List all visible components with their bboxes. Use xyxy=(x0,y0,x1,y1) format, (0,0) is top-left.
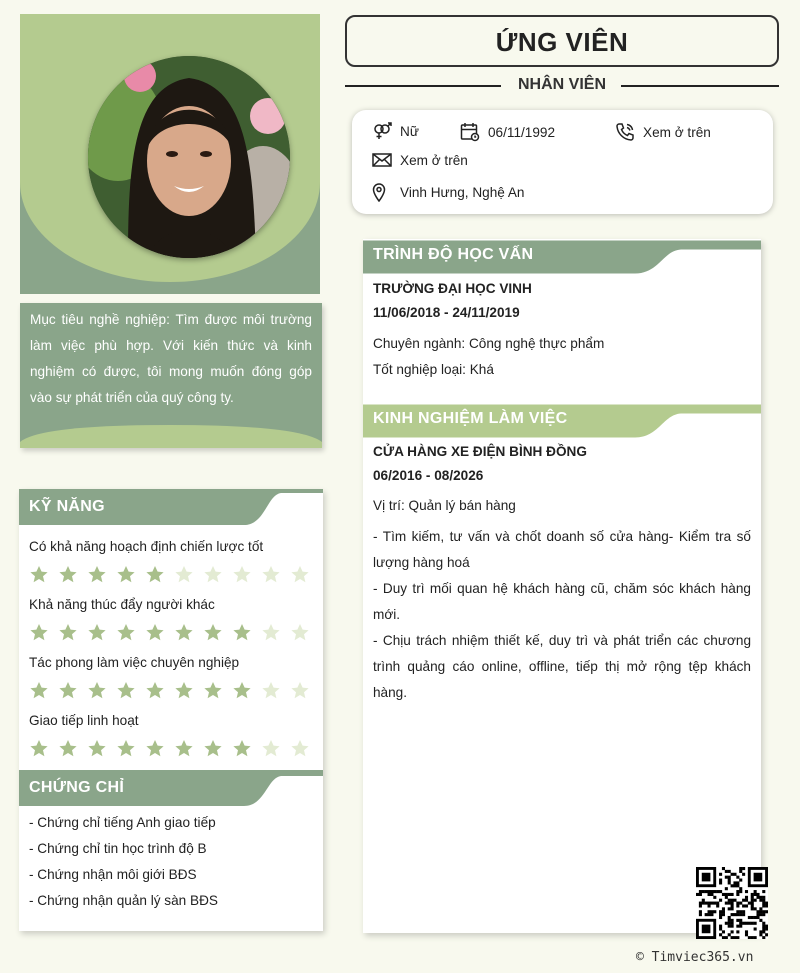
star-icon xyxy=(29,681,49,699)
certificate-item: - Chứng nhận môi giới BĐS xyxy=(29,867,197,882)
star-icon xyxy=(29,739,49,757)
certificates-header xyxy=(19,770,323,806)
star-icon xyxy=(58,623,78,641)
qr-code xyxy=(696,867,768,939)
email-icon xyxy=(372,152,392,168)
star-icon xyxy=(232,565,252,583)
contact-card xyxy=(352,110,773,214)
job-title: NHÂN VIÊN xyxy=(517,76,606,93)
star-icon xyxy=(116,623,136,641)
star-icon xyxy=(116,739,136,757)
star-icon xyxy=(174,565,194,583)
certificate-item: - Chứng nhận quản lý sàn BĐS xyxy=(29,893,218,908)
skill-name: Tác phong làm việc chuyên nghiệp xyxy=(29,655,240,670)
star-icon xyxy=(116,681,136,699)
contact-email xyxy=(372,152,468,168)
star-icon xyxy=(145,565,165,583)
gender-value: Nữ xyxy=(400,123,419,139)
star-icon xyxy=(87,565,107,583)
star-icon xyxy=(290,565,310,583)
skill-rating xyxy=(29,565,323,583)
skill-name: Giao tiếp linh hoạt xyxy=(29,713,139,728)
contact-gender xyxy=(372,122,419,140)
star-icon xyxy=(174,623,194,641)
experience-duty: - Tìm kiếm, tư vấn và chốt doanh số cửa hàng- Kiểm tra số lượng hàng hoá xyxy=(373,529,751,570)
career-objective xyxy=(20,303,322,448)
experience-position: Vị trí: Quản lý bán hàng xyxy=(373,498,516,513)
contact-address xyxy=(372,182,524,202)
certificate-item: - Chứng chỉ tin học trình độ B xyxy=(29,841,207,856)
star-icon xyxy=(203,681,223,699)
experience-header xyxy=(363,403,761,436)
star-icon xyxy=(203,623,223,641)
star-icon xyxy=(232,681,252,699)
star-icon xyxy=(58,565,78,583)
skill-rating xyxy=(29,739,323,757)
certificate-item: - Chứng chỉ tiếng Anh giao tiếp xyxy=(29,815,216,830)
star-icon xyxy=(290,623,310,641)
skill-name: Khả năng thúc đẩy người khác xyxy=(29,597,215,612)
star-icon xyxy=(290,681,310,699)
candidate-name-box xyxy=(345,15,779,67)
education-body xyxy=(363,281,761,388)
certificates-title: CHỨNG CHỈ xyxy=(29,779,125,796)
star-icon xyxy=(261,739,281,757)
star-icon xyxy=(261,623,281,641)
education-title: TRÌNH ĐỘ HỌC VẤN xyxy=(373,246,534,263)
education-period: 11/06/2018 - 24/11/2019 xyxy=(373,305,520,320)
experience-title: KINH NGHIỆM LÀM VIỆC xyxy=(373,410,568,427)
contact-dob xyxy=(460,122,555,142)
experience-duty: - Chịu trách nhiệm thiết kế, duy trì và phát triển các chương trình quảng cáo online, offline, tiếp thị mở rộng tệp khách hàng. xyxy=(373,633,751,700)
address-value: Vinh Hưng, Nghệ An xyxy=(400,184,525,200)
star-icon xyxy=(174,681,194,699)
star-icon xyxy=(29,623,49,641)
star-icon xyxy=(87,623,107,641)
star-icon xyxy=(145,739,165,757)
skill-item xyxy=(19,713,323,757)
dob-value: 06/11/1992 xyxy=(488,124,556,140)
star-icon xyxy=(232,739,252,757)
experience-period: 06/2016 - 08/2026 xyxy=(373,468,484,483)
education-school: TRƯỜNG ĐẠI HỌC VINH xyxy=(373,281,532,296)
experience-body xyxy=(363,444,761,706)
objective-text: Mục tiêu nghề nghiệp: Tìm được môi trường làm việc phù hợp. Với kiến thức và kinh nghiệm có được, tôi mong muốn đóng góp vào sự phát triển của quý công ty. xyxy=(30,312,312,405)
avatar xyxy=(88,56,290,258)
skills-title: KỸ NĂNG xyxy=(29,498,105,515)
photo-card xyxy=(20,14,320,294)
star-icon xyxy=(87,681,107,699)
skill-rating xyxy=(29,623,323,641)
skill-item xyxy=(19,539,323,583)
skills-header xyxy=(19,489,323,525)
skill-item xyxy=(19,597,323,641)
star-icon xyxy=(232,623,252,641)
education-grade: Tốt nghiệp loại: Khá xyxy=(373,362,494,377)
calendar-icon xyxy=(460,122,480,142)
education-major: Chuyên ngành: Công nghệ thực phẩm xyxy=(373,336,605,351)
experience-company: CỬA HÀNG XE ĐIỆN BÌNH ĐỒNG xyxy=(373,444,587,459)
main-content xyxy=(363,239,761,933)
star-icon xyxy=(145,681,165,699)
star-icon xyxy=(29,565,49,583)
skill-item xyxy=(19,655,323,699)
star-icon xyxy=(174,739,194,757)
star-icon xyxy=(116,565,136,583)
star-icon xyxy=(203,739,223,757)
objective-wave xyxy=(20,422,322,448)
copyright: © Timviec365.vn xyxy=(636,950,754,965)
skill-name: Có khả năng hoạch định chiến lược tốt xyxy=(29,539,264,554)
skill-rating xyxy=(29,681,323,699)
candidate-name: ỨNG VIÊN xyxy=(495,27,629,57)
star-icon xyxy=(261,565,281,583)
education-header xyxy=(363,239,761,272)
contact-phone xyxy=(615,122,711,142)
star-icon xyxy=(203,565,223,583)
phone-value: Xem ở trên xyxy=(643,124,711,140)
star-icon xyxy=(290,739,310,757)
location-icon xyxy=(372,182,392,202)
phone-icon xyxy=(615,122,635,142)
star-icon xyxy=(145,623,165,641)
certificates-list xyxy=(19,810,323,914)
skills-section xyxy=(19,489,323,931)
star-icon xyxy=(58,681,78,699)
job-title-row xyxy=(345,75,779,97)
star-icon xyxy=(87,739,107,757)
gender-icon xyxy=(372,122,392,140)
star-icon xyxy=(261,681,281,699)
star-icon xyxy=(58,739,78,757)
divider-right xyxy=(621,85,779,87)
email-value: Xem ở trên xyxy=(400,152,468,168)
experience-duty: - Duy trì mối quan hệ khách hàng cũ, chăm sóc khách hàng mới. xyxy=(373,581,751,622)
